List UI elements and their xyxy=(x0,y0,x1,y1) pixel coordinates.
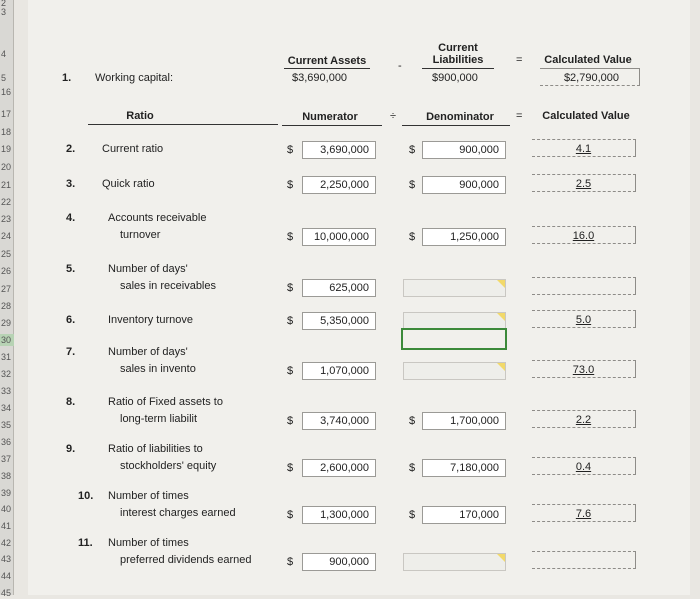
row-number[interactable]: 33 xyxy=(1,386,12,396)
current-assets-header: Current Assets xyxy=(287,55,367,67)
row-number[interactable]: 19 xyxy=(1,144,12,154)
denominator-input[interactable]: 900,000 xyxy=(422,176,506,194)
ratio-number: 10. xyxy=(78,490,94,502)
current-liabilities-header-2: Liabilities xyxy=(432,54,484,66)
denominator-input[interactable]: 1,250,000 xyxy=(422,228,506,246)
row-number[interactable]: 26 xyxy=(1,266,12,276)
row-number[interactable]: 17 xyxy=(1,109,12,119)
ratio-label-line2: preferred dividends earned xyxy=(120,554,252,566)
denominator-dollar: $ xyxy=(409,462,416,474)
numerator-input[interactable]: 3,690,000 xyxy=(302,141,376,159)
numerator-dollar: $ xyxy=(287,365,294,377)
row-number[interactable]: 31 xyxy=(1,352,12,362)
denominator-input[interactable]: 170,000 xyxy=(422,506,506,524)
row-number[interactable]: 35 xyxy=(1,420,12,430)
row-number[interactable]: 44 xyxy=(1,571,12,581)
calculated-value-cell[interactable] xyxy=(532,504,636,522)
numerator-input[interactable]: 2,600,000 xyxy=(302,459,376,477)
numerator-input[interactable]: 1,300,000 xyxy=(302,506,376,524)
row-number[interactable]: 40 xyxy=(1,504,12,514)
calculated-value-text: 5.0 xyxy=(575,314,592,326)
numerator-header: Numerator xyxy=(302,111,358,123)
divide-operator: ÷ xyxy=(390,110,397,122)
numerator-dollar: $ xyxy=(287,315,294,327)
row-number[interactable]: 38 xyxy=(1,471,12,481)
row-number[interactable]: 3 xyxy=(1,7,7,17)
row-number[interactable]: 43 xyxy=(1,554,12,564)
calculated-value-text: 16.0 xyxy=(572,230,595,242)
numerator-input[interactable]: 3,740,000 xyxy=(302,412,376,430)
row-number[interactable]: 16 xyxy=(1,87,12,97)
ratio-number: 6. xyxy=(66,314,76,326)
numerator-dollar: $ xyxy=(287,282,294,294)
ratio-label: Number of times xyxy=(108,490,189,502)
numerator-dollar: $ xyxy=(287,179,294,191)
current-assets-underline xyxy=(284,68,370,69)
numerator-dollar: $ xyxy=(287,231,294,243)
ratio-header-underline xyxy=(88,124,278,125)
numerator-dollar: $ xyxy=(287,462,294,474)
calculated-value-text: 2.2 xyxy=(575,414,592,426)
equals-header: = xyxy=(516,110,523,122)
ratio-label: Number of days' xyxy=(108,263,188,275)
calculated-value-cell[interactable] xyxy=(532,360,636,378)
row-number[interactable]: 45 xyxy=(1,588,12,598)
ratio-number: 2. xyxy=(66,143,76,155)
numerator-input[interactable]: 900,000 xyxy=(302,553,376,571)
row-number[interactable]: 30 xyxy=(0,334,14,346)
row-number[interactable]: 34 xyxy=(1,403,12,413)
row-number[interactable]: 36 xyxy=(1,437,12,447)
ratio-label: Current ratio xyxy=(102,143,164,155)
row-number[interactable]: 2 xyxy=(1,0,7,8)
calculated-value-cell[interactable] xyxy=(532,410,636,428)
ratio-number: 3. xyxy=(66,178,76,190)
ratio-label-line2: sales in receivables xyxy=(120,280,216,292)
row-number[interactable]: 37 xyxy=(1,454,12,464)
ratio-label: Accounts receivable xyxy=(108,212,207,224)
calculated-value-cell[interactable] xyxy=(532,277,636,295)
denominator-dollar: $ xyxy=(409,144,416,156)
row-number[interactable]: 29 xyxy=(1,318,12,328)
ratio-label: Quick ratio xyxy=(102,178,155,190)
calculated-value-text: 2.5 xyxy=(575,178,592,190)
numerator-input[interactable]: 625,000 xyxy=(302,279,376,297)
row-number[interactable]: 28 xyxy=(1,301,12,311)
ratio-label-line2: stockholders' equity xyxy=(120,460,217,472)
numerator-input[interactable]: 5,350,000 xyxy=(302,312,376,330)
denominator-dollar: $ xyxy=(409,509,416,521)
denominator-input[interactable]: 1,700,000 xyxy=(422,412,506,430)
item-number: 1. xyxy=(62,72,72,84)
numerator-input[interactable]: 10,000,000 xyxy=(302,228,376,246)
row-number[interactable]: 42 xyxy=(1,538,12,548)
calculated-value-cell[interactable] xyxy=(532,139,636,157)
calculated-value-header-2: Calculated Value xyxy=(542,110,630,122)
current-assets-value: $3,690,000 xyxy=(292,72,348,84)
row-number[interactable]: 18 xyxy=(1,127,12,137)
calculated-value-text: 7.6 xyxy=(575,508,592,520)
row-number[interactable]: 27 xyxy=(1,284,12,294)
ratio-label: Inventory turnove xyxy=(108,314,193,326)
denominator-header: Denominator xyxy=(426,111,494,123)
working-capital-label: Working capital: xyxy=(95,72,174,84)
calculated-value-cell[interactable] xyxy=(532,457,636,475)
ratio-label-line2: long-term liabilit xyxy=(120,413,198,425)
calculated-value-cell[interactable] xyxy=(532,310,636,328)
calculated-value-cell[interactable] xyxy=(532,226,636,244)
ratio-header: Ratio xyxy=(126,110,154,122)
denominator-dollar: $ xyxy=(409,231,416,243)
row-number[interactable]: 23 xyxy=(1,214,12,224)
denominator-dollar: $ xyxy=(409,179,416,191)
current-liabilities-header-1: Current xyxy=(438,42,478,54)
row-number[interactable]: 5 xyxy=(1,73,7,83)
ratio-label: Number of days' xyxy=(108,346,188,358)
ratio-label-line2: interest charges earned xyxy=(120,507,236,519)
calculated-value-cell[interactable] xyxy=(532,551,636,569)
numerator-dollar: $ xyxy=(287,509,294,521)
row-number[interactable]: 32 xyxy=(1,369,12,379)
row-number[interactable]: 20 xyxy=(1,162,12,172)
ratio-number: 8. xyxy=(66,396,76,408)
working-capital-result[interactable]: $2,790,000 xyxy=(540,68,640,86)
ratio-label-line2: turnover xyxy=(120,229,161,241)
denominator-input[interactable]: 7,180,000 xyxy=(422,459,506,477)
minus-operator: - xyxy=(398,60,402,72)
calculated-value-text: 0.4 xyxy=(575,461,592,473)
ratio-number: 4. xyxy=(66,212,76,224)
ratio-number: 11. xyxy=(78,537,93,549)
ratio-number: 9. xyxy=(66,443,76,455)
denominator-input[interactable] xyxy=(403,553,506,571)
current-liabilities-underline xyxy=(422,68,494,69)
row-number[interactable]: 22 xyxy=(1,197,12,207)
numerator-dollar: $ xyxy=(287,144,294,156)
row-number[interactable]: 4 xyxy=(1,49,7,59)
calculated-value-cell[interactable] xyxy=(532,174,636,192)
numerator-input[interactable]: 1,070,000 xyxy=(302,362,376,380)
selected-cell[interactable] xyxy=(401,328,507,350)
row-number[interactable]: 24 xyxy=(1,231,12,241)
ratio-label: Ratio of Fixed assets to xyxy=(108,396,223,408)
denominator-input[interactable] xyxy=(403,362,506,380)
equals-operator: = xyxy=(516,54,523,66)
numerator-input[interactable]: 2,250,000 xyxy=(302,176,376,194)
row-number[interactable]: 41 xyxy=(1,521,12,531)
calculated-value-text: 4.1 xyxy=(575,143,592,155)
ratio-label-line2: sales in invento xyxy=(120,363,196,375)
ratio-label: Number of times xyxy=(108,537,189,549)
numerator-dollar: $ xyxy=(287,415,294,427)
ratio-label: Ratio of liabilities to xyxy=(108,443,203,455)
row-number[interactable]: 21 xyxy=(1,180,12,190)
current-liabilities-value: $900,000 xyxy=(432,72,478,84)
denominator-input[interactable] xyxy=(403,279,506,297)
numerator-underline xyxy=(282,125,382,126)
denominator-underline xyxy=(402,125,510,126)
calculated-value-text: 73.0 xyxy=(572,364,595,376)
denominator-input[interactable]: 900,000 xyxy=(422,141,506,159)
ratio-number: 7. xyxy=(66,346,76,358)
row-number[interactable]: 25 xyxy=(1,249,12,259)
row-number[interactable]: 39 xyxy=(1,488,12,498)
denominator-dollar: $ xyxy=(409,415,416,427)
numerator-dollar: $ xyxy=(287,556,294,568)
ratio-number: 5. xyxy=(66,263,76,275)
calculated-value-header: Calculated Value xyxy=(544,54,632,66)
